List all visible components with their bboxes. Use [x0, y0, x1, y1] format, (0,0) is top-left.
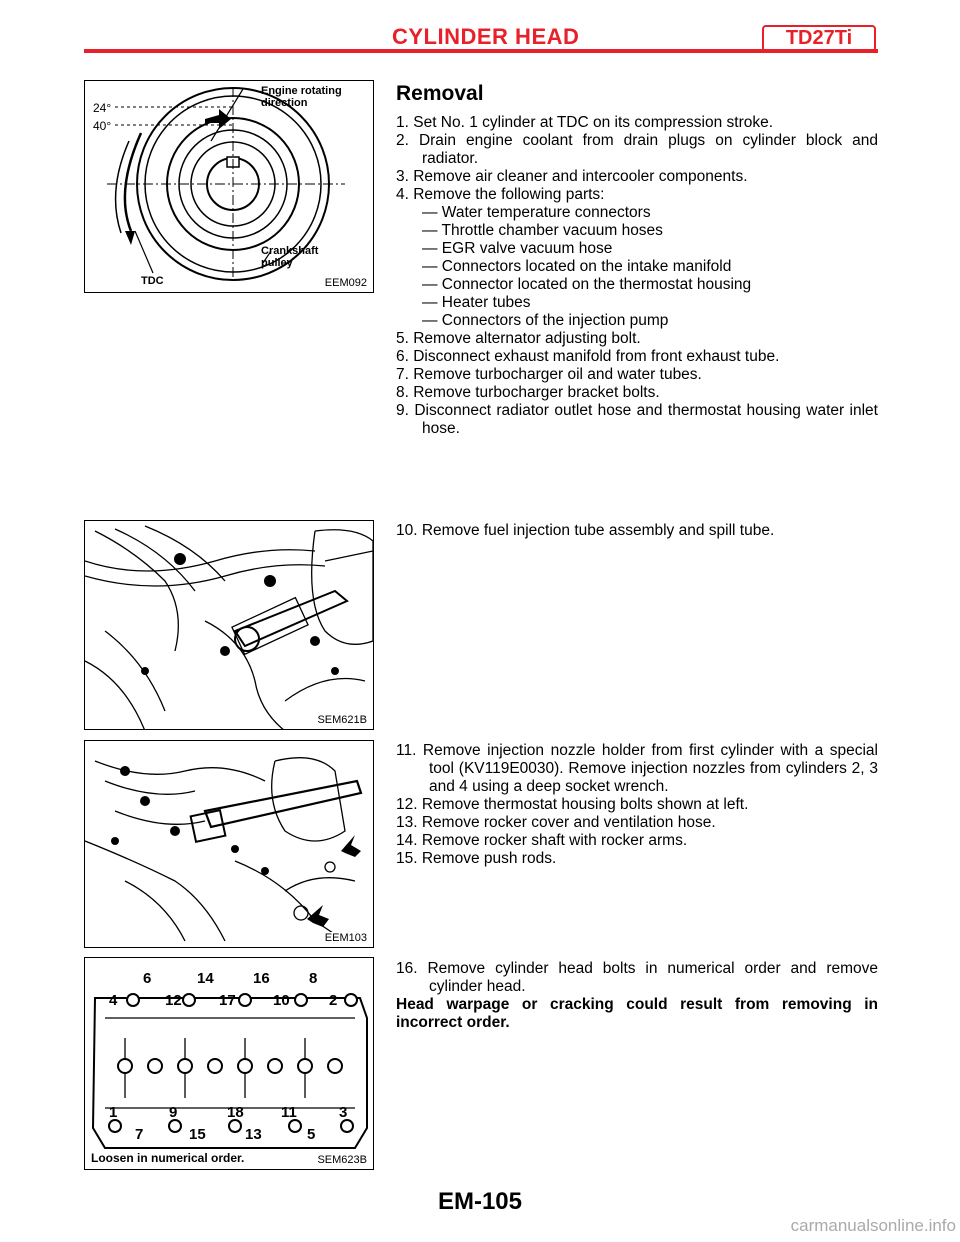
bolt-number-5: 5: [307, 1126, 316, 1143]
figure-caption: Loosen in numerical order.: [91, 1151, 245, 1165]
bolt-number-16: 16: [253, 970, 270, 987]
figure-crankshaft-pulley: [84, 80, 374, 293]
step-13: 13. Remove rocker cover and ventilation hose.: [396, 814, 716, 831]
sub-item: — EGR valve vacuum hose: [422, 240, 613, 257]
bolt-number-11: 11: [281, 1104, 297, 1121]
step-14: 14. Remove rocker shaft with rocker arms.: [396, 832, 688, 849]
bolt-number-6: 6: [143, 970, 152, 987]
bolt-number-7: 7: [135, 1126, 144, 1143]
label-crankshaft-pulley: Crankshaft pulley: [261, 245, 319, 269]
warning-note: Head warpage or cracking could result from removing in incorrect order.: [396, 996, 878, 1031]
bolt-number-4: 4: [109, 992, 118, 1009]
figure-injection-tube-removal: [84, 520, 374, 730]
step-6: 6. Disconnect exhaust manifold from front exhaust tube.: [396, 348, 780, 365]
section-heading: Removal: [396, 82, 484, 105]
figure-code: EEM092: [324, 277, 367, 289]
model-badge: TD27Ti: [762, 25, 876, 52]
header-rule: [84, 49, 878, 53]
sub-item: — Heater tubes: [422, 294, 531, 311]
sub-item: — Connectors of the injection pump: [422, 312, 669, 329]
step-10-block: [396, 522, 878, 540]
sub-item: — Throttle chamber vacuum hoses: [422, 222, 663, 239]
step-2: 2. Drain engine coolant from drain plugs on cylinder block and radiator.: [396, 132, 878, 167]
cylinder-head-drawing: [85, 958, 374, 1170]
step-1: 1. Set No. 1 cylinder at TDC on its compression stroke.: [396, 114, 774, 131]
figure-nozzle-holder-removal: [84, 740, 374, 948]
figure-code: SEM621B: [317, 714, 367, 726]
step-12: 12. Remove thermostat housing bolts shown at left.: [396, 796, 749, 813]
bolt-number-10: 10: [273, 992, 290, 1009]
page-number: EM-105: [437, 1188, 523, 1215]
step-4: 4. Remove the following parts:: [396, 186, 605, 203]
step-5: 5. Remove alternator adjusting bolt.: [396, 330, 641, 347]
step-8: 8. Remove turbocharger bracket bolts.: [396, 384, 660, 401]
figure-code: EEM103: [324, 932, 367, 944]
step-9: 9. Disconnect radiator outlet hose and thermostat housing water inlet hose.: [396, 402, 878, 437]
step-10: 10. Remove fuel injection tube assembly and spill tube.: [396, 522, 775, 539]
step-11: 11. Remove injection nozzle holder from first cylinder with a special tool (KV119E0030). Remove injection nozzles from cylinders 2, 3 and 4 using a deep socket wrench.: [396, 742, 878, 795]
step-16: 16. Remove cylinder head bolts in numerical order and remove cylinder head.: [396, 960, 878, 995]
step-3: 3. Remove air cleaner and intercooler components.: [396, 168, 748, 185]
figure-head-bolt-order: [84, 957, 374, 1170]
sub-item: — Connector located on the thermostat housing: [422, 276, 752, 293]
bolt-number-15: 15: [189, 1126, 206, 1143]
label-tdc: TDC: [141, 275, 164, 287]
label-rotation-direction: Engine rotating direction: [261, 85, 342, 109]
bolt-number-1: 1: [109, 1104, 118, 1121]
step-15: 15. Remove push rods.: [396, 850, 557, 867]
sub-item: — Water temperature connectors: [422, 204, 651, 221]
bolt-number-12: 12: [165, 992, 182, 1009]
bolt-number-13: 13: [245, 1126, 262, 1143]
bolt-number-3: 3: [339, 1104, 348, 1121]
sub-item: — Connectors located on the intake manifold: [422, 258, 732, 275]
steps-11-15-block: [396, 742, 878, 868]
page-header-title: CYLINDER HEAD: [392, 24, 580, 49]
injection-tube-drawing: [85, 521, 374, 730]
step-7: 7. Remove turbocharger oil and water tubes.: [396, 366, 702, 383]
label-angle-24: 24°: [93, 101, 112, 115]
bolt-number-17: 17: [219, 992, 236, 1009]
removal-section: [396, 82, 878, 438]
bolt-number-2: 2: [329, 992, 338, 1009]
step-16-block: [396, 960, 878, 1032]
bolt-number-14: 14: [197, 970, 214, 987]
bolt-number-18: 18: [227, 1104, 244, 1121]
figure-code: SEM623B: [317, 1154, 367, 1166]
nozzle-holder-drawing: [85, 741, 374, 948]
watermark: carmanualsonline.info: [790, 1216, 956, 1235]
bolt-number-8: 8: [309, 970, 318, 987]
bolt-number-9: 9: [169, 1104, 178, 1121]
label-angle-40: 40°: [93, 119, 112, 133]
